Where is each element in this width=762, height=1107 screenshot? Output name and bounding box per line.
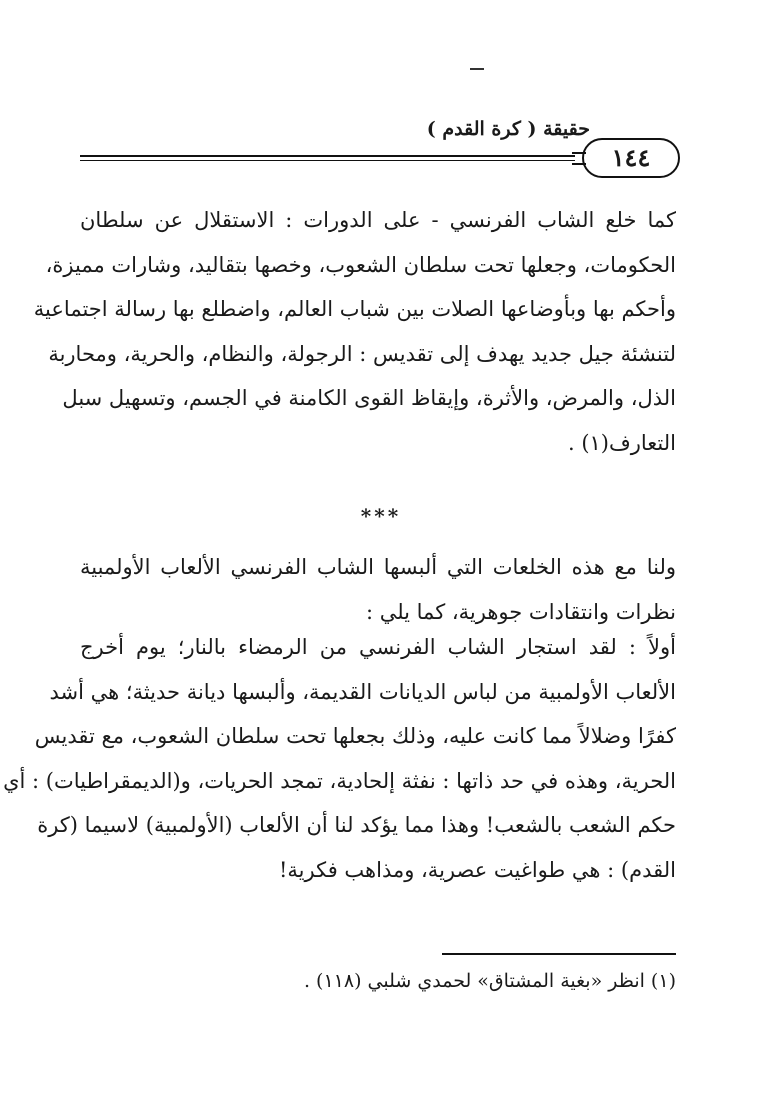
paragraph-2: [80, 545, 676, 634]
footnote: (١) انظر «بغية المشتاق» لحمدي شلبي (١١٨) .: [303, 970, 676, 992]
paragraph-1: [33, 198, 676, 465]
text-line: الحرية، وهذه في حد ذاتها : نفثة إلحادية، تمجد الحريات، و(الديمقراطيات) : أي: [3, 768, 676, 793]
text-line: لتنشئة جيل جديد يهدف إلى تقديس : الرجولة، والنظام، والحرية، ومحاربة: [48, 341, 676, 366]
text-line: الحكومات، وجعلها تحت سلطان الشعوب، وخصها بتقاليد، وشارات مميزة،: [45, 252, 676, 277]
text-line: الألعاب الأولمبية من لباس الديانات القديمة، وألبسها ديانة حديثة؛ هي أشد: [49, 679, 676, 704]
text-line: القدم) : هي طواغيت عصرية، ومذاهب فكرية!: [278, 857, 676, 882]
text-line: كفرًا وضلالاً مما كانت عليه، وذلك بجعلها تحت سلطان الشعوب، مع تقديس: [34, 724, 676, 748]
text-line: التعارف(١) .: [567, 430, 676, 455]
text-line: حكم الشعب بالشعب! وهذا مما يؤكد لنا أن الألعاب (الأولمبية) لاسيما (كرة: [37, 813, 676, 837]
section-separator: ***: [360, 504, 402, 528]
text-line: نظرات وانتقادات جوهرية، كما يلي :: [365, 599, 676, 624]
running-title: حقيقة ( كرة القدم ): [426, 118, 590, 140]
scan-mark: [470, 68, 484, 70]
paragraph-3: [3, 625, 676, 892]
page-header: [80, 118, 680, 188]
text-line: أولاً : لقد استجار الشاب الفرنسي من الرمضاء بالنار؛ يوم أخرج: [80, 635, 676, 659]
text-line: الذل، والمرض، والأثرة، وإيقاظ القوى الكامنة في الجسم، وتسهيل سبل: [62, 386, 676, 410]
header-rule-thin: [80, 160, 575, 161]
header-rule: [80, 155, 575, 157]
footnote-rule: [442, 953, 676, 955]
text-line: ولنا مع هذه الخلعات التي ألبسها الشاب الفرنسي الألعاب الأولمبية: [80, 555, 676, 579]
text-line: وأحكم بها وبأوضاعها الصلات بين شباب العالم، واضطلع بها رسالة اجتماعية: [33, 297, 676, 321]
text-line: كما خلع الشاب الفرنسي - على الدورات : الاستقلال عن سلطان: [80, 208, 676, 232]
page-number: ١٤٤: [582, 138, 680, 178]
